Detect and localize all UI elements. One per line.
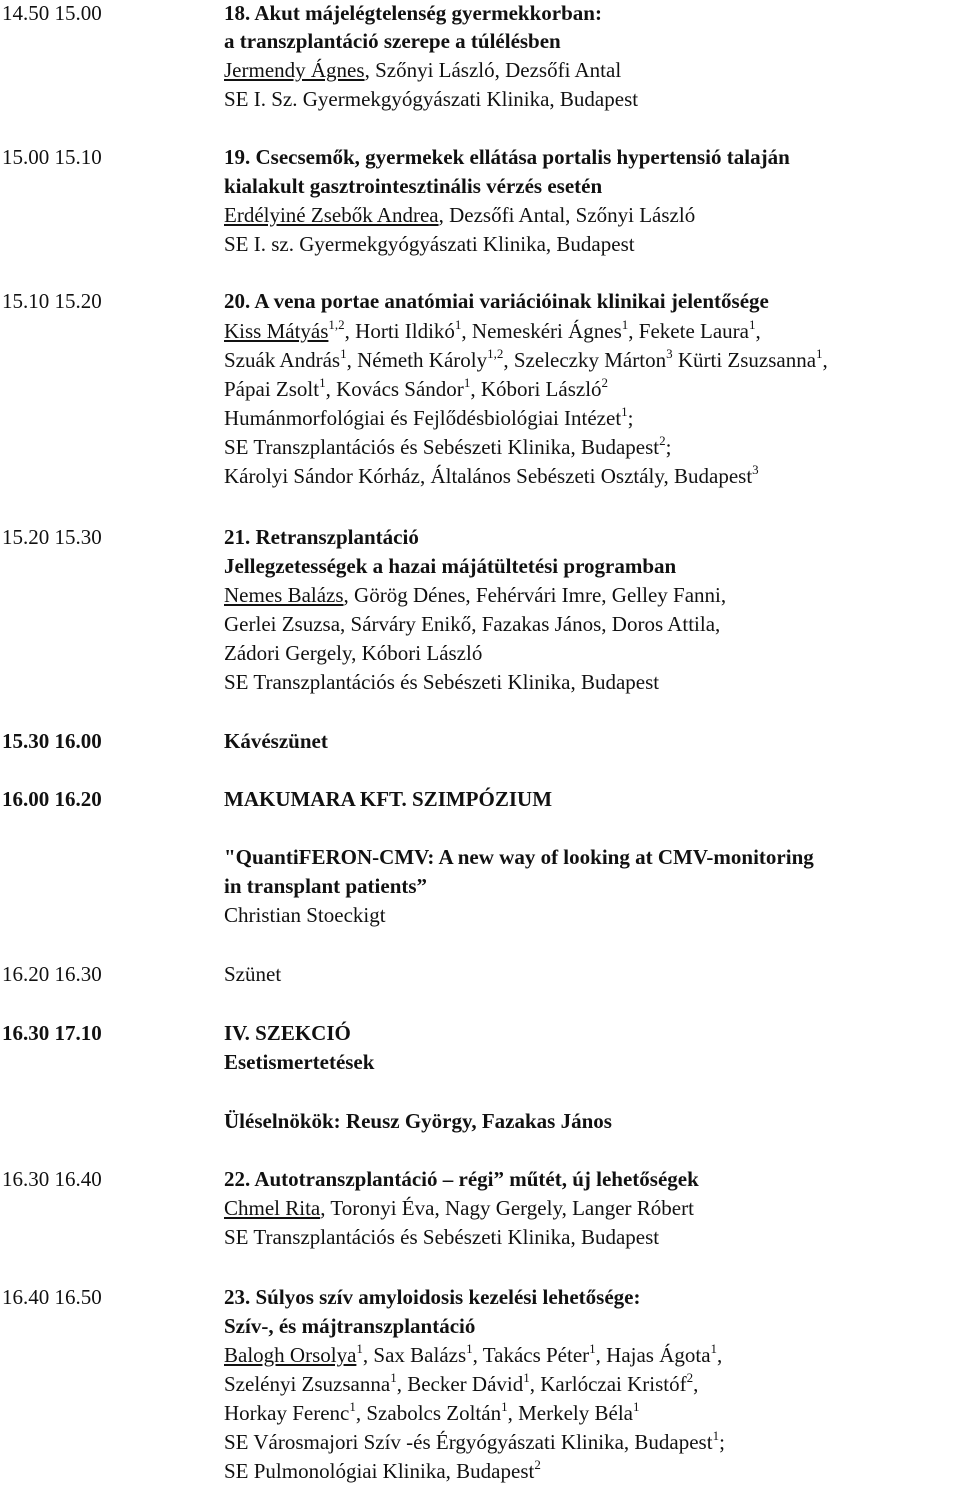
text-run: , Kovács Sándor	[325, 377, 464, 401]
affiliation-21: SE Transzplantációs és Sebészeti Klinika, Budapest	[224, 670, 660, 694]
presenting-author: Erdélyiné Zsebők Andrea	[224, 203, 439, 227]
talk-title-23-line2: Szív-, és májtranszplantáció	[224, 1314, 476, 1338]
affiliation-index: 1	[621, 317, 629, 332]
time-slot-break: 16.20 16.30	[2, 962, 102, 986]
time-slot-section-iv: 16.30 17.10	[2, 1021, 102, 1045]
text-run: ;	[627, 406, 634, 430]
affiliation-index: 1	[390, 1370, 397, 1385]
affiliation-22: SE Transzplantációs és Sebészeti Klinika, Budapest	[224, 1225, 660, 1249]
text-run: Szelényi Zsuzsanna	[224, 1372, 391, 1396]
talk-title-19-line2: kialakult gasztrointesztinális vérzés esetén	[224, 174, 603, 198]
text-run: SE Pulmonológiai Klinika, Budapest	[224, 1459, 535, 1483]
talk-title-20: 20. A vena portae anatómiai variációinak klinikai jelentősége	[224, 289, 769, 313]
talk-title-19-line1: 19. Csecsemők, gyermekek ellátása portalis hypertensió talaján	[224, 145, 790, 169]
authors-21-line1	[224, 582, 726, 609]
text-run: , Karlóczai Kristóf	[529, 1372, 687, 1396]
symposium-label: MAKUMARA KFT. SZIMPÓZIUM	[224, 787, 553, 811]
authors-20-line3	[224, 376, 608, 403]
coffee-break-label: Kávészünet	[224, 729, 328, 753]
affiliation-index: 3	[752, 462, 759, 477]
affiliation-index: 1	[319, 375, 326, 390]
affiliation-20-line3	[224, 463, 759, 490]
text-run: ;	[665, 435, 672, 459]
time-slot-22: 16.30 16.40	[2, 1167, 102, 1191]
talk-title-21-line1: 21. Retranszplantáció	[224, 525, 419, 549]
authors-19	[224, 202, 695, 229]
affiliation-index: 1	[816, 346, 823, 361]
text-run: ,	[693, 1372, 699, 1396]
authors-22	[224, 1195, 694, 1222]
talk-title-23-line1: 23. Súlyos szív amyloidosis kezelési lehetősége:	[224, 1285, 641, 1309]
presenting-author: Kiss Mátyás	[224, 319, 329, 343]
affiliation-index: 1,2	[487, 346, 504, 361]
authors-21-line3: Zádori Gergely, Kóbori László	[224, 641, 483, 665]
affiliation-20-line1	[224, 405, 634, 432]
text-run: , Takács Péter	[472, 1343, 590, 1367]
authors-18	[224, 57, 621, 84]
affiliation-index: 1	[356, 1341, 363, 1356]
affiliation-index: 1	[523, 1370, 530, 1385]
text-run: SE Városmajori Szív -és Érgyógyászati Klinika, Budapest	[224, 1430, 713, 1454]
affiliation-20-line2	[224, 434, 671, 461]
affiliation-index: 1	[340, 346, 347, 361]
text-run: , Nemeskéri Ágnes	[461, 319, 622, 343]
text-run: ;	[719, 1430, 725, 1454]
session-chairs: Üléselnökök: Reusz György, Fazakas János	[224, 1109, 612, 1133]
affiliation-19: SE I. sz. Gyermekgyógyászati Klinika, Budapest	[224, 232, 635, 256]
affiliation-index: 1	[349, 1399, 356, 1414]
authors-23-line3	[224, 1400, 639, 1427]
affiliation-index: 2	[686, 1370, 694, 1385]
affiliation-18: SE I. Sz. Gyermekgyógyászati Klinika, Budapest	[224, 87, 639, 111]
affiliation-index: 2	[659, 433, 666, 448]
affiliation-index: 1	[632, 1399, 640, 1414]
symposium-talk-line1: "QuantiFERON-CMV: A new way of looking at CMV-monitoring	[224, 845, 814, 869]
text-run: , Horti Ildikó	[344, 319, 455, 343]
time-slot-21: 15.20 15.30	[2, 525, 102, 549]
text-run: , Becker Dávid	[396, 1372, 524, 1396]
text-run: , Szabolcs Zoltán	[355, 1401, 502, 1425]
time-slot-20: 15.10 15.20	[2, 289, 102, 313]
authors-20-line1	[224, 318, 761, 345]
text-run: , Merkely Béla	[507, 1401, 633, 1425]
time-slot-18: 14.50 15.00	[2, 1, 102, 25]
time-slot-symposium: 16.00 16.20	[2, 787, 102, 811]
text-run: , Hajas Ágota	[595, 1343, 711, 1367]
text-run: SE Transzplantációs és Sebészeti Klinika, Budapest	[224, 435, 660, 459]
text-run: , Németh Károly	[346, 348, 488, 372]
affiliation-index: 3	[666, 346, 673, 361]
time-slot-coffee-break: 15.30 16.00	[2, 729, 102, 753]
co-authors: , Dezsőfi Antal, Szőnyi László	[438, 203, 696, 227]
break-label: Szünet	[224, 962, 282, 986]
affiliation-index: 1	[454, 317, 462, 332]
text-run: , Szeleczky Márton	[503, 348, 667, 372]
text-run: , Kóbori László	[470, 377, 602, 401]
talk-title-22: 22. Autotranszplantáció – régi” műtét, új lehetőségek	[224, 1167, 699, 1191]
affiliation-index: 1	[621, 404, 628, 419]
authors-23-line2	[224, 1371, 698, 1398]
presenting-author: Balogh Orsolya	[224, 1343, 357, 1367]
text-run: ,	[717, 1343, 723, 1367]
co-authors: , Szőnyi László, Dezsőfi Antal	[364, 58, 622, 82]
talk-title-18-line1: 18. Akut májelégtelenség gyermekkorban:	[224, 1, 602, 25]
co-authors: , Görög Dénes, Fehérvári Imre, Gelley Fanni,	[343, 583, 727, 607]
authors-23-line1	[224, 1342, 722, 1369]
presenting-author: Jermendy Ágnes	[224, 58, 365, 82]
affiliation-23-line2	[224, 1458, 541, 1485]
text-run: ,	[822, 348, 828, 372]
text-run: , Sax Balázs	[362, 1343, 467, 1367]
talk-title-18-line2: a transzplantáció szerepe a túlélésben	[224, 29, 561, 53]
affiliation-23-line1	[224, 1429, 725, 1456]
text-run: Pápai Zsolt	[224, 377, 320, 401]
text-run: Humánmorfológiai és Fejlődésbiológiai Intézet	[224, 406, 622, 430]
time-slot-19: 15.00 15.10	[2, 145, 102, 169]
affiliation-index: 1,2	[328, 317, 345, 332]
time-slot-23: 16.40 16.50	[2, 1285, 102, 1309]
affiliation-index: 1	[710, 1341, 718, 1356]
affiliation-index: 1	[712, 1428, 720, 1443]
presenting-author: Nemes Balázs	[224, 583, 344, 607]
text-run: Kürti Zsuzsanna	[672, 348, 817, 372]
affiliation-index: 2	[601, 375, 609, 390]
section-subheading: Esetismertetések	[224, 1050, 375, 1074]
affiliation-index: 1	[466, 1341, 473, 1356]
section-heading: IV. SZEKCIÓ	[224, 1021, 351, 1045]
affiliation-index: 1	[463, 375, 471, 390]
text-run: Horkay Ferenc	[224, 1401, 350, 1425]
presenting-author: Chmel Rita	[224, 1196, 321, 1220]
authors-20-line2	[224, 347, 828, 374]
affiliation-index: 2	[534, 1457, 541, 1472]
affiliation-index: 1	[501, 1399, 508, 1414]
symposium-talk-line2: in transplant patients”	[224, 874, 428, 898]
text-run: Károlyi Sándor Kórház, Általános Sebészeti Osztály, Budapest	[224, 464, 753, 488]
symposium-speaker: Christian Stoeckigt	[224, 903, 386, 927]
authors-21-line2: Gerlei Zsuzsa, Sárváry Enikő, Fazakas János, Doros Attila,	[224, 612, 721, 636]
text-run: ,	[755, 319, 761, 343]
talk-title-21-line2: Jellegzetességek a hazai májátültetési programban	[224, 554, 677, 578]
co-authors: , Toronyi Éva, Nagy Gergely, Langer Róbert	[320, 1196, 694, 1220]
affiliation-index: 1	[589, 1341, 596, 1356]
affiliation-index: 1	[749, 317, 756, 332]
text-run: , Fekete Laura	[628, 319, 749, 343]
text-run: Szuák András	[224, 348, 341, 372]
